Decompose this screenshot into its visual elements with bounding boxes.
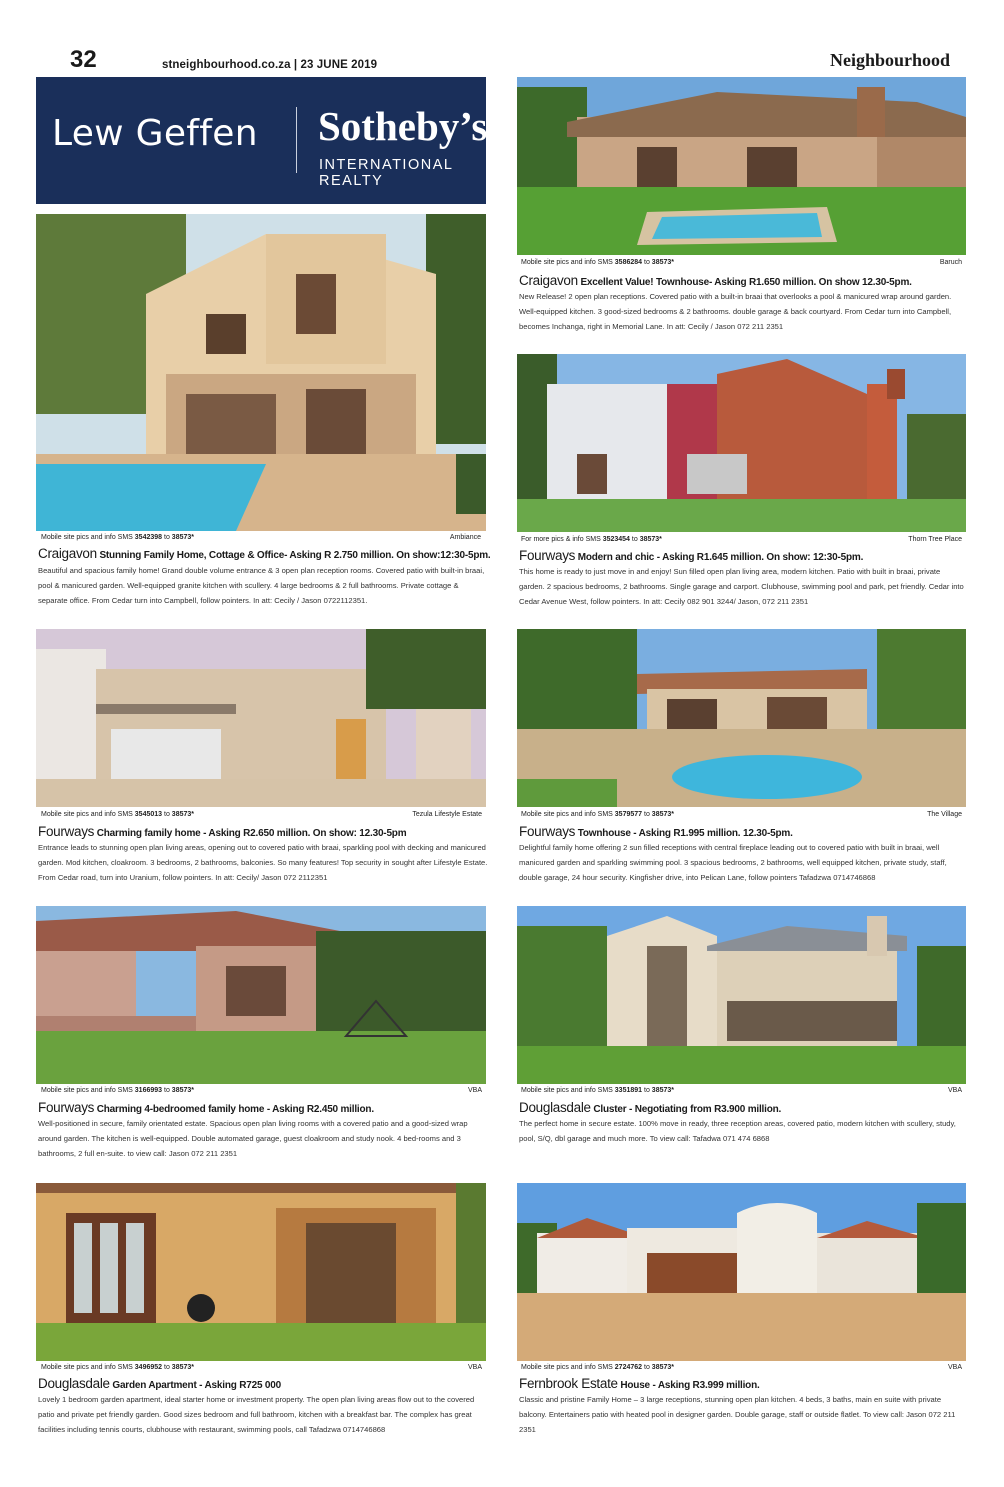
listing-photo: [517, 354, 966, 532]
listing-headline: Fourways Townhouse - Asking R1.995 million. 12.30-5pm.: [519, 824, 793, 839]
logo-sothebys: Sotheby’s: [318, 103, 488, 149]
section-title: Neighbourhood: [829, 50, 950, 70]
listing-headline: Fernbrook Estate House - Asking R3.999 million.: [519, 1376, 760, 1391]
listing-description: The perfect home in secure estate. 100% move in ready, three reception areas, covered patio, modern kitchen with scullery, study, pool, S/Q, dbl garage and much more. To view call: Tafadwa 071 474 6868: [519, 1119, 956, 1143]
listing-caption: Mobile site pics and info SMS 3579577 to 38573* The Village: [521, 811, 962, 818]
listing-photo: [517, 629, 966, 807]
listing-headline: Craigavon Excellent Value! Townhouse- Asking R1.650 million. On show 12.30-5pm.: [519, 273, 912, 288]
listing-caption: Mobile site pics and info SMS 3496952 to 38573* VBA: [41, 1364, 482, 1371]
listing-headline: Douglasdale Garden Apartment - Asking R725 000: [38, 1376, 281, 1391]
listing-photo: [36, 214, 486, 531]
listing-caption: Mobile site pics and info SMS 3545013 to 38573* Tezula Lifestyle Estate: [41, 811, 482, 818]
listing-tag: VBA: [467, 1087, 482, 1094]
listing-tag: Tezula Lifestyle Estate: [412, 811, 482, 818]
listing-headline: Fourways Modern and chic - Asking R1.645 million. On show: 12:30-5pm.: [519, 548, 864, 563]
listing-tag: The Village: [927, 811, 962, 818]
listing-description: Lovely 1 bedroom garden apartment, ideal starter home or investment property. The open plan living areas flow out to the covered patio and private pet friendly garden. Good sizes bedroom and full bathroom, kitchen with a breakfast bar. The complex has great facilities including tennis courts, clubhouse with restaurant, swimming pools, call Tafadzwa 0714746868: [38, 1395, 475, 1434]
listing-headline: Fourways Charming 4-bedroomed family home - Asking R2.450 million.: [38, 1100, 374, 1115]
listing-headline: Douglasdale Cluster - Negotiating from R3.900 million.: [519, 1100, 782, 1115]
listing-photo: [517, 1183, 966, 1361]
listing-description: Entrance leads to stunning open plan living areas, opening out to covered patio with braai, sparkling pool with decking and manicured garden. Mod kitchen, cloakroom. 3 bedrooms, 2 bathrooms, balconies. So many features! Top security in sought after Lifestyle Estate. From Cedar road, turn into Uranium, follow pointers. In att: Cecily/ Jason 072 2112351: [38, 843, 488, 882]
listing-caption: For more pics & info SMS 3523454 to 38573* Thorn Tree Place: [521, 536, 962, 543]
listing-caption: Mobile site pics and info SMS 3351891 to 38573* VBA: [521, 1087, 962, 1094]
listing-tag: Baruch: [939, 259, 962, 266]
listing-description: New Release! 2 open plan receptions. Covered patio with a built-in braai that overlooks a pool & manicured wrap around garden. Well-equipped kitchen. 3 good-sized bedrooms & 2 bathrooms. double garage & back courtyard. From Cedar turn into Campbell, becomes Inchanga, right in Memorial Lane. In att: Cecily / Jason 072 211 2351: [519, 292, 952, 331]
listing-photo: [36, 629, 486, 807]
listing-caption: Mobile site pics and info SMS 3542398 to 38573* Ambiance: [41, 534, 481, 541]
listing-description: Beautiful and spacious family home! Grand double volume entrance & 3 open plan reception rooms. Covered patio with built-in braai, pool & manicured garden. Well-equipped granite kitchen with scullery. 4 large bedrooms & 2 full bathrooms. Private cottage & separate office. From Cedar turn into Campbell, follow pointers. In att: Cecily / Jason 0722112351.: [38, 566, 485, 605]
agency-logo: [36, 77, 486, 204]
listing-tag: Ambiance: [449, 534, 481, 541]
listing-tag: Thorn Tree Place: [908, 536, 962, 543]
listing-description: Classic and pristine Family Home – 3 large receptions, stunning open plan kitchen. 4 beds, 3 baths, main en suite with private balcony. Entertainers patio with heated pool in designer garden. Double garage, staff or outside flatlet. To view call: Jason 072 211 2351: [519, 1395, 956, 1434]
listing-headline: Fourways Charming family home - Asking R2.650 million. On show: 12.30-5pm: [38, 824, 407, 839]
page-number: 32: [70, 46, 97, 73]
listing-caption: Mobile site pics and info SMS 3586284 to 38573* Baruch: [521, 259, 962, 266]
logo-international-realty: INTERNATIONAL REALTY: [319, 157, 453, 189]
listing-description: Well-positioned in secure, family orientated estate. Spacious open plan living rooms with a covered patio and a good-sized wrap around garden. The kitchen is well-equipped. Double automated garage, guest cloakroom and study nook. 4 bed-rooms and 3 bathrooms, 2 full en-suite. to view call: Jason 072 211 2351: [38, 1119, 468, 1158]
listing-description: Delightful family home offering 2 sun filled receptions with central fireplace leading out to covered patio with built in braai, well manicured garden and sparkling swimming pool. 3 spacious bedrooms, 2 bathrooms, well equipped kitchen, private study, staff, double garage, 24 hour security. Kingfisher drive, into Pelican Lane, follow pointers Tafadzwa 0714746868: [519, 843, 947, 882]
logo-lew-geffen: Lew Geffen: [52, 113, 258, 154]
listing-tag: VBA: [467, 1364, 482, 1371]
listing-photo: [36, 906, 486, 1084]
listing-photo: [36, 1183, 486, 1361]
listing-photo: [517, 77, 966, 255]
listing-description: This home is ready to just move in and enjoy! Sun filled open plan living area, modern kitchen. Patio with built in braai, private garden. 2 spacious bedrooms, 2 bathrooms. Single garage and carport. Clubhouse, swimming pool and park, pet friendly. Cedar into Cedar Avenue West, follow pointers. In att: Cecily 082 901 3244/ Jason, 072 211 2351: [519, 567, 964, 606]
listing-tag: VBA: [947, 1087, 962, 1094]
listing-headline: Craigavon Stunning Family Home, Cottage & Office- Asking R 2.750 million. On show:12:30-5pm.: [38, 546, 491, 561]
site-and-date: stneighbourhood.co.za | 23 JUNE 2019: [162, 59, 378, 71]
logo-divider: [296, 107, 297, 173]
listing-photo: [517, 906, 966, 1084]
listing-caption: Mobile site pics and info SMS 3166993 to 38573* VBA: [41, 1087, 482, 1094]
listing-caption: Mobile site pics and info SMS 2724762 to 38573* VBA: [521, 1364, 962, 1371]
listing-tag: VBA: [947, 1364, 962, 1371]
